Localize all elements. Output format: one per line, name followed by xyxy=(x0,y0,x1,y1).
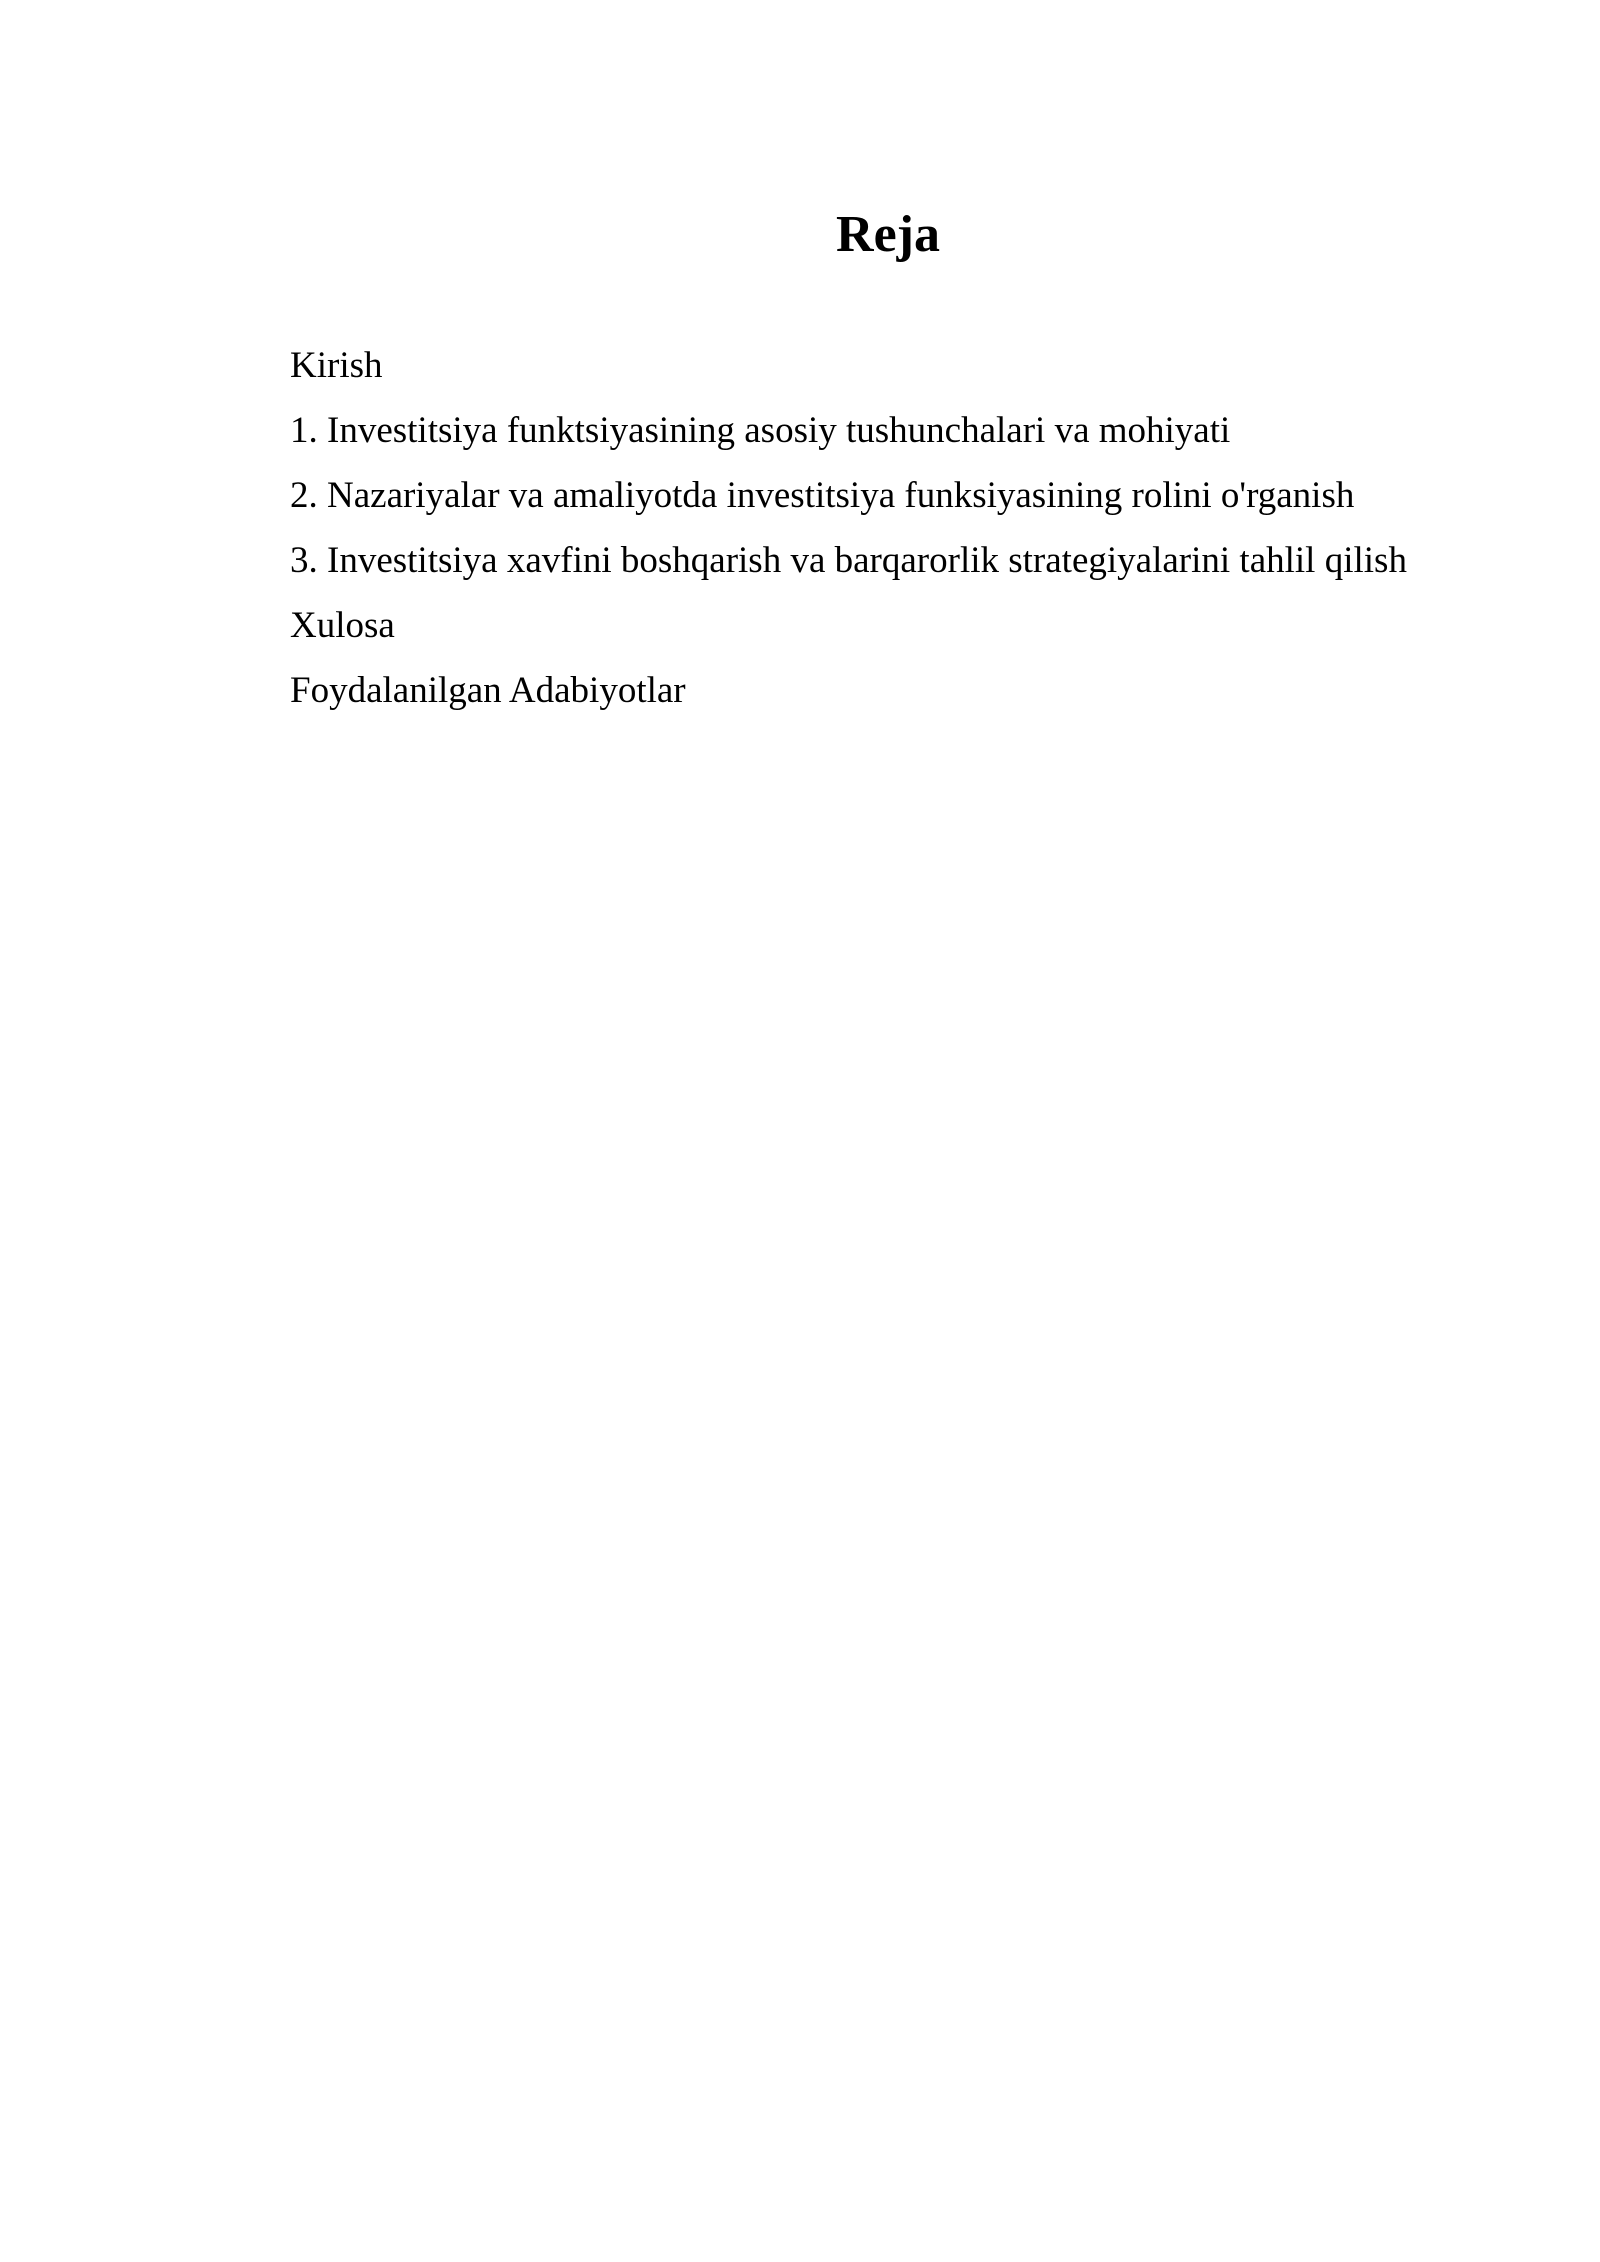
toc-item-chapter-1: 1. Investitsiya funktsiyasining asosiy tushunchalari va mohiyati xyxy=(290,410,1231,451)
toc-item-chapter-2: 2. Nazariyalar va amaliyotda investitsiya funksiyasining rolini o'rganish xyxy=(290,475,1355,516)
toc-item-chapter-3: 3. Investitsiya xavfini boshqarish va barqarorlik strategiyalarini tahlil qilish xyxy=(290,540,1407,581)
table-of-contents xyxy=(290,333,1550,723)
toc-item-conclusion: Xulosa xyxy=(290,605,395,646)
page-title: Reja xyxy=(836,206,940,263)
toc-item-references: Foydalanilgan Adabiyotlar xyxy=(290,670,686,711)
toc-item-introduction: Kirish xyxy=(290,345,383,386)
